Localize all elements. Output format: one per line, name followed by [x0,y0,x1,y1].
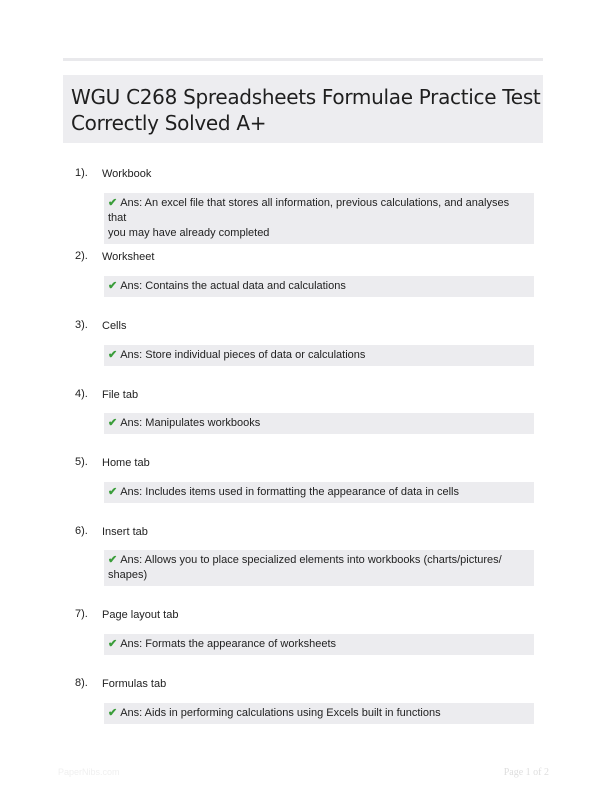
question-text: Formulas tab [102,678,167,690]
title-banner [63,75,543,143]
answer-box [104,482,534,503]
page-title-line-1: WGU C268 Spreadsheets Formulae Practice Test [71,85,541,109]
answer-text: Ans: Formats the appearance of worksheets [120,638,337,650]
answer-box [104,550,534,586]
question-number: 1). [75,167,88,179]
answer-text: Ans: Aids in performing calculations using Excels built in functions [120,707,441,719]
answer-box [104,193,534,244]
answer-box [104,276,534,297]
check-icon: ✔ [108,417,118,429]
question-text: Page layout tab [102,609,179,621]
answer-text: Ans: Contains the actual data and calculations [120,280,346,292]
question-number: 7). [75,608,88,620]
answer-text: Ans: Store individual pieces of data or calculations [120,349,366,361]
check-icon: ✔ [108,638,118,650]
answer-text-line-1: Ans: Allows you to place specialized elements into workbooks (charts/pictures/ [120,554,502,566]
answer-box [104,345,534,366]
answer-text: Ans: Includes items used in formatting the appearance of data in cells [120,486,459,498]
check-icon: ✔ [108,486,118,498]
check-icon: ✔ [108,280,118,292]
answer-box [104,703,534,724]
question-number: 4). [75,388,88,400]
check-icon: ✔ [108,554,118,566]
question-number: 6). [75,525,88,537]
answer-text: Ans: Manipulates workbooks [120,417,261,429]
page-number: Page 1 of 2 [503,767,549,778]
check-icon: ✔ [108,349,118,361]
answer-box [104,413,534,434]
question-text: Workbook [102,168,152,180]
check-icon: ✔ [108,197,118,209]
check-icon: ✔ [108,707,118,719]
footer-watermark: PaperNibs.com [58,767,120,777]
page-title-line-2: Correctly Solved A+ [71,111,267,135]
answer-text-line-2: you may have already completed [108,227,270,239]
question-text: Home tab [102,457,150,469]
question-text: Insert tab [102,526,148,538]
question-number: 8). [75,677,88,689]
question-text: Worksheet [102,251,155,263]
answer-box [104,634,534,655]
answer-text-line-1: Ans: An excel file that stores all information, previous calculations, and analyses that [108,197,510,224]
answer-text-line-2: shapes) [108,569,148,581]
question-number: 5). [75,456,88,468]
question-text: File tab [102,389,139,401]
question-number: 3). [75,319,88,331]
question-text: Cells [102,320,127,332]
question-number: 2). [75,250,88,262]
top-divider [63,58,543,61]
